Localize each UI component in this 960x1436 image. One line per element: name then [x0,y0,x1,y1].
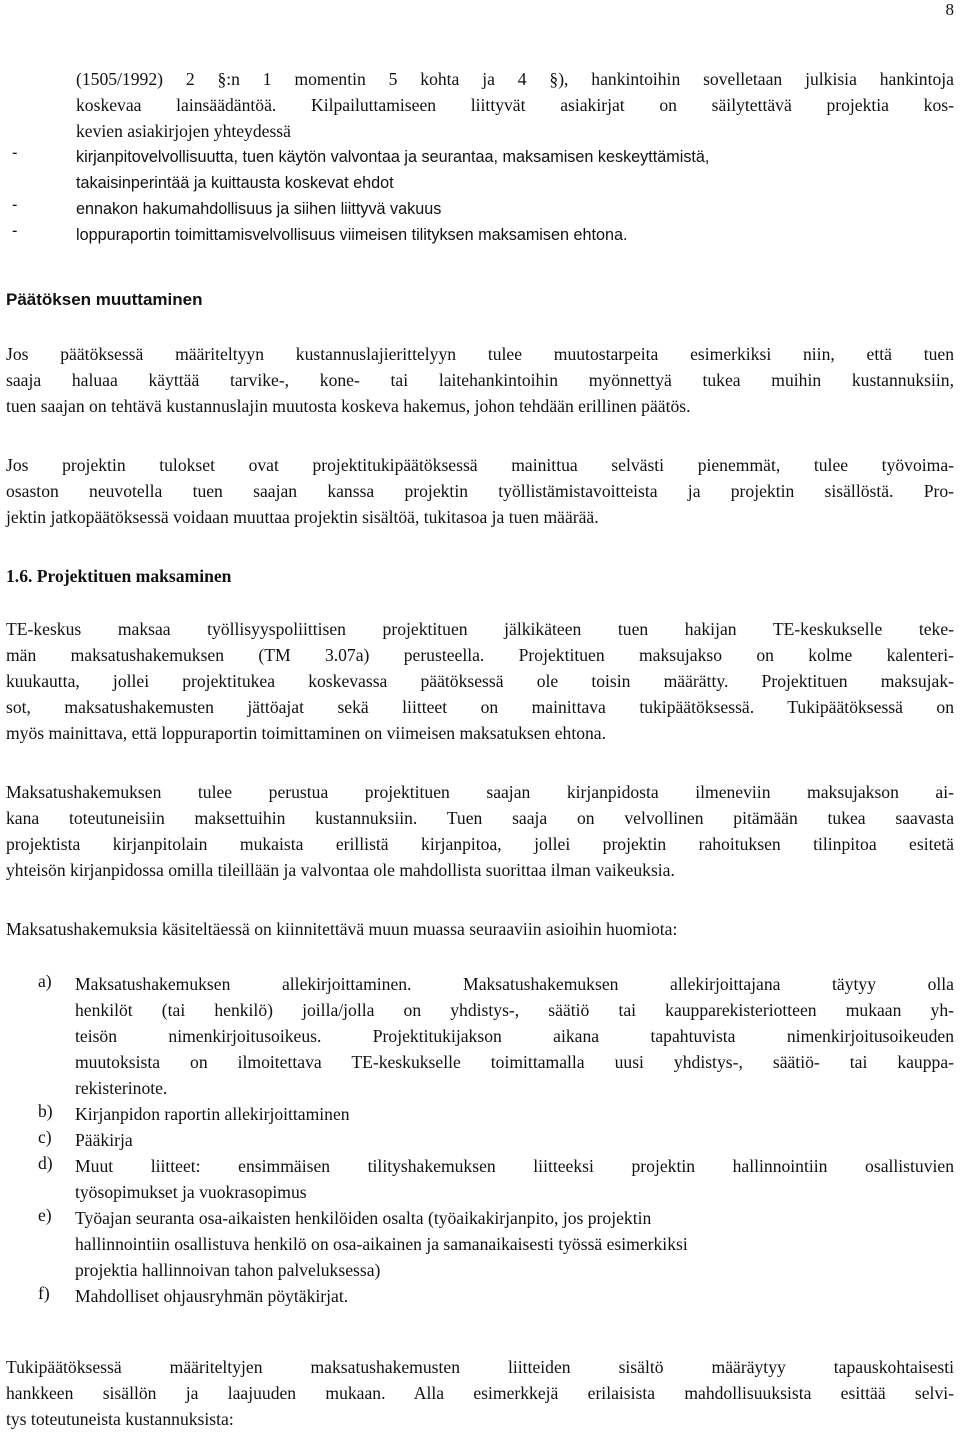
paragraph-line: kuukautta, jollei projektitukea koskevassa päätöksessä ole toisin määrätty. Projektituen maksujak- [6,671,954,691]
paragraph-line: myös mainittava, että loppuraportin toimittaminen on viimeisen maksatuksen ehtona. [6,723,607,743]
list-label: c) [38,1127,52,1147]
condition-line: kirjanpitovelvollisuutta, tuen käytön valvontaa ja seurantaa, maksamisen keskeyttämistä, [76,148,710,166]
condition-line: takaisinperintää ja kuittausta koskevat ehdot [76,174,394,192]
dash-marker: - [12,196,18,214]
paragraph-line: män maksatushakemuksen (TM 3.07a) perusteella. Projektituen maksujakso on kolme kalenteri- [6,645,954,665]
paatos-paragraph-2 [6,452,954,530]
list-line: hallinnointiin osallistuva henkilö on osa-aikainen ja samanaikaisesti työssä esimerkiksi [75,1234,688,1254]
paragraph-line: tuen saajan on tehtävä kustannuslajin muutosta koskeva hakemus, johon tehdään erillinen päätös. [6,396,691,416]
list-line: Työajan seuranta osa-aikaisten henkilöiden osalta (työaikakirjanpito, jos projektin [75,1208,652,1228]
list-line: projektia hallinnoivan tahon palveluksessa) [75,1260,381,1280]
list-line: henkilöt (tai henkilö) joilla/jolla on yhdistys-, säätiö tai kaupparekisteriotteen mukaan yh- [75,1000,954,1020]
paragraph-line: projektista kirjanpitolain mukaista erillistä kirjanpitoa, jollei projektin rahoituksen tilinpitoa esitetä [6,834,954,854]
paatos-paragraph-1 [6,341,954,419]
condition-item [6,144,954,196]
list-item [6,1153,954,1205]
checklist [6,971,954,1309]
list-line: työsopimukset ja vuokrasopimus [75,1182,307,1202]
list-line: teisön nimenkirjoitusoikeus. Projektitukijakson aikana tapahtuvista nimenkirjoitusoikeuden [75,1026,954,1046]
dash-marker: - [12,222,18,240]
list-item [6,1101,954,1127]
maksaminen-paragraph-1 [6,616,954,746]
list-item [6,971,954,1101]
paragraph-line: TE-keskus maksaa työllisyyspoliittisen projektituen jälkikäteen tuen hakijan TE-keskukselle teke- [6,619,954,639]
maksaminen-paragraph-2 [6,779,954,883]
paragraph-line: tys toteutuneista kustannuksista: [6,1409,234,1429]
condition-item [6,222,954,248]
condition-item [6,196,954,222]
paragraph-line: Maksatushakemuksia käsiteltäessä on kiinnitettävä muun muassa seuraaviin asioihin huomiota: [6,919,678,939]
list-item [6,1283,954,1309]
list-label: a) [38,971,52,991]
paragraph-line: Tukipäätöksessä määriteltyjen maksatushakemusten liitteiden sisältö määräytyy tapauskohtaisesti [6,1357,954,1377]
list-line: Muut liitteet: ensimmäisen tilityshakemuksen liitteeksi projektin hallinnointiin osallistuvien [75,1156,954,1176]
list-line: muutoksista on ilmoitettava TE-keskukselle toimittamalla uusi yhdistys-, säätiö- tai kauppa- [75,1052,954,1072]
list-line: Pääkirja [75,1130,133,1150]
intro-block [6,66,954,144]
intro-line: (1505/1992) 2 §:n 1 momentin 5 kohta ja 4 §), hankintoihin sovelletaan julkisia hankintoja [76,69,954,89]
page-number: 8 [945,0,954,19]
paragraph-line: osaston neuvotella tuen saajan kanssa projektin työllistämistavoitteista ja projektin sisällöstä. Pro- [6,481,954,501]
list-item [6,1205,954,1283]
list-item [6,1127,954,1153]
list-line: Maksatushakemuksen allekirjoittaminen. Maksatushakemuksen allekirjoittajana täytyy olla [75,974,954,994]
list-label: b) [38,1101,53,1121]
list-line: rekisterinote. [75,1078,168,1098]
paragraph-line: yhteisön kirjanpidossa omilla tileillään ja valvontaa ole mahdollista suorittaa ilman vaikeuksia. [6,860,675,880]
condition-line: loppuraportin toimittamisvelvollisuus viimeisen tilityksen maksamisen ehtona. [76,226,628,244]
paragraph-line: Jos projektin tulokset ovat projektitukipäätöksessä mainittua selvästi pienemmät, tulee työvoima- [6,455,954,475]
dash-marker: - [12,144,18,162]
intro-line: koskevaa lainsäädäntöä. Kilpailuttamiseen liittyvät asiakirjat on säilytettävä projektia kos- [76,95,954,115]
paragraph-line: jektin jatkopäätöksessä voidaan muuttaa projektin sisältöä, tukitasoa ja tuen määrää. [6,507,599,527]
section-heading-maksaminen: 1.6. Projektituen maksaminen [6,566,232,586]
paragraph-line: Jos päätöksessä määriteltyyn kustannuslajierittelyyn tulee muutostarpeita esimerkiksi niin, että tuen [6,344,954,364]
paragraph-line: sot, maksatushakemusten jättöajat sekä liitteet on mainittava tukipäätöksessä. Tukipäätöksessä on [6,697,954,717]
maksaminen-paragraph-4 [6,1354,954,1432]
paragraph-line: hankkeen sisällön ja laajuuden mukaan. Alla esimerkkejä erilaisista mahdollisuuksista esittää selvi- [6,1383,954,1403]
list-label: e) [38,1205,52,1225]
paragraph-line: saaja haluaa käyttää tarvike-, kone- tai laitehankintoihin myönnettyä tukea muihin kustannuksiin, [6,370,954,390]
list-line: Mahdolliset ohjausryhmän pöytäkirjat. [75,1286,349,1306]
maksaminen-paragraph-3 [6,916,954,942]
list-line: Kirjanpidon raportin allekirjoittaminen [75,1104,350,1124]
paragraph-line: kana toteutuneisiin maksettuihin kustannuksiin. Tuen saaja on velvollinen pitämään tukea saavasta [6,808,954,828]
conditions-list [6,144,954,248]
condition-line: ennakon hakumahdollisuus ja siihen liittyvä vakuus [76,200,442,218]
paragraph-line: Maksatushakemuksen tulee perustua projektituen saajan kirjanpidosta ilmeneviin maksujakson ai- [6,782,954,802]
list-label: d) [38,1153,53,1173]
section-heading-paatos: Päätöksen muuttaminen [6,290,203,309]
intro-line: kevien asiakirjojen yhteydessä [76,121,291,141]
list-label: f) [38,1283,50,1303]
